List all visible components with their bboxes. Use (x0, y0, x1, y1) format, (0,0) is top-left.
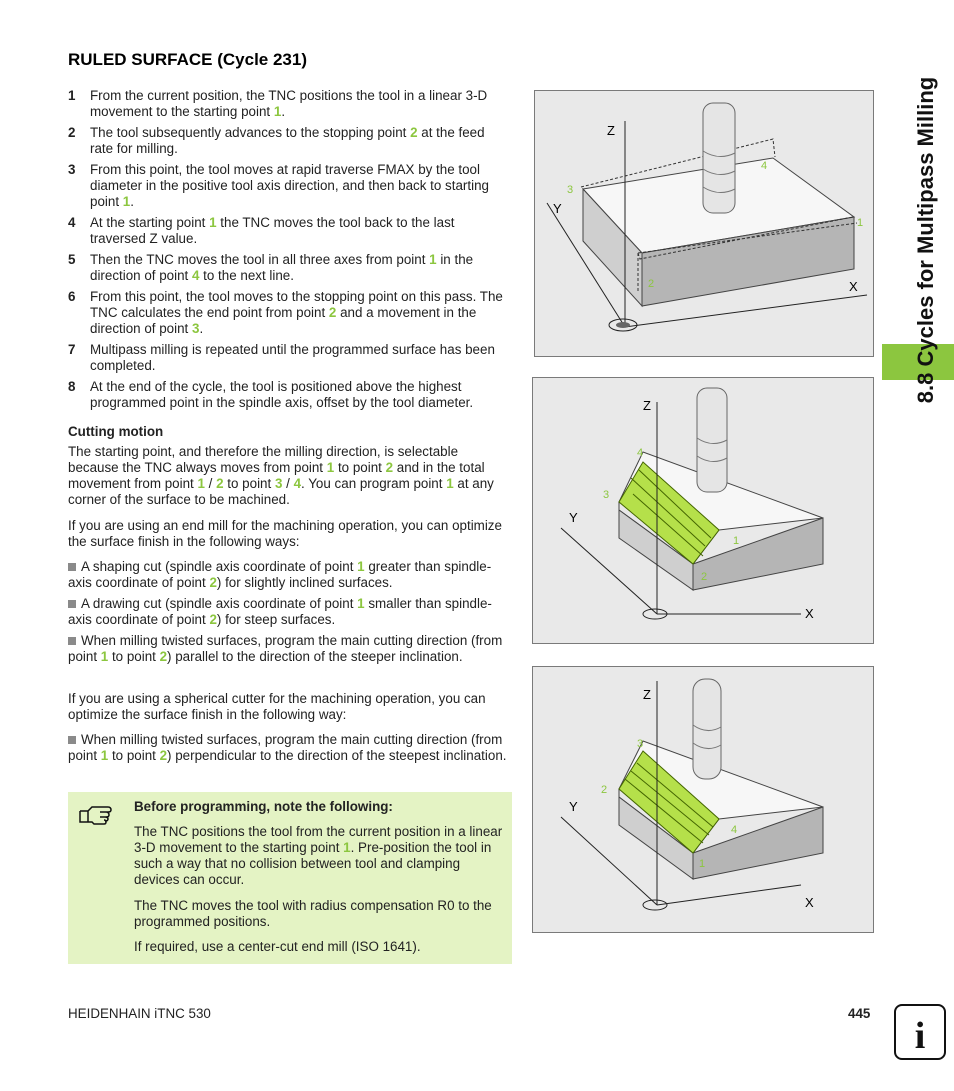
info-letter: i (914, 1015, 926, 1057)
step-number: 1 (68, 88, 76, 103)
axis-label-z: Z (643, 687, 651, 702)
note-para-2: The TNC moves the tool with radius compensation R0 to the programmed positions. (134, 898, 492, 929)
step-number: 5 (68, 252, 76, 267)
list-item (68, 125, 511, 157)
step-text: From this point, the tool moves at rapid traverse FMAX by the tool diameter in the positive tool axis direction, and then back to starting point 1. (90, 162, 489, 209)
list-item: When milling twisted surfaces, program the main cutting direction (from point 1 to point 2) parallel to the direction of the steeper inclination. (68, 633, 503, 664)
list-item (68, 88, 511, 120)
step-text: Then the TNC moves the tool in all three axes from point 1 in the direction of point 4 to the next line. (90, 252, 474, 283)
axis-label-y: Y (569, 799, 578, 814)
point-label-2: 2 (648, 278, 655, 290)
figure-ruled-surface-path (534, 90, 874, 357)
step-number: 3 (68, 162, 76, 177)
list-item: When milling twisted surfaces, program the main cutting direction (from point 1 to point 2) perpendicular to the direction of the steepest inclination. (68, 732, 507, 763)
list-item (68, 379, 511, 411)
pointing-hand-icon (78, 802, 114, 830)
axis-label-x: X (805, 895, 814, 910)
axis-label-z: Z (643, 398, 651, 413)
step-text: At the end of the cycle, the tool is positioned above the highest programmed point in the spindle axis, offset by the tool diameter. (90, 379, 474, 410)
list-item (68, 342, 511, 374)
point-label-1: 1 (699, 858, 706, 870)
step-number: 8 (68, 379, 76, 394)
cutting-para-1: The starting point, and therefore the milling direction, is selectable because the TNC always moves from point 1 to point 2 and in the total movement from point 1 / 2 to point 3 / 4. You can program point 1 at any corner of the surface to be machined. (68, 444, 494, 507)
bullet-icon (68, 563, 76, 571)
page-title: RULED SURFACE (Cycle 231) (68, 50, 308, 69)
point-label-2: 2 (601, 784, 608, 796)
axis-label-y: Y (553, 201, 562, 216)
figure-end-mill-cut (532, 377, 874, 644)
bullet-icon (68, 600, 76, 608)
figure-spherical-cutter (532, 666, 874, 933)
step-number: 4 (68, 215, 76, 230)
step-text: At the starting point 1 the TNC moves the tool back to the last traversed Z value. (90, 215, 455, 246)
list-item: A drawing cut (spindle axis coordinate of point 1 smaller than spindle-axis coordinate of point 2) for steep surfaces. (68, 596, 492, 627)
list-item (68, 215, 511, 247)
list-item: A shaping cut (spindle axis coordinate of point 1 greater than spindle-axis coordinate of point 2) for slightly inclined surfaces. (68, 559, 492, 590)
list-item (68, 289, 511, 337)
bullet-icon (68, 637, 76, 645)
bullet-icon (68, 736, 76, 744)
footer-product: HEIDENHAIN iTNC 530 (68, 1006, 211, 1021)
step-text: The tool subsequently advances to the stopping point 2 at the feed rate for milling. (90, 125, 485, 156)
point-label-3: 3 (567, 184, 574, 196)
cutting-para-3: If you are using a spherical cutter for the machining operation, you can optimize the surface finish in the following way: (68, 691, 486, 722)
axis-label-x: X (805, 606, 814, 621)
page-number: 445 (848, 1006, 871, 1021)
point-label-2: 2 (701, 571, 708, 583)
info-icon (894, 1004, 946, 1060)
cutting-para-2: If you are using an end mill for the machining operation, you can optimize the surface finish in the following ways: (68, 518, 502, 549)
cutting-motion-heading: Cutting motion (68, 424, 164, 439)
step-list (68, 88, 511, 416)
point-label-1: 1 (733, 535, 740, 547)
point-label-3: 3 (637, 738, 644, 750)
step-text: From the current position, the TNC positions the tool in a linear 3-D movement to the starting point 1. (90, 88, 488, 119)
point-label-4: 4 (761, 160, 768, 172)
step-text: From this point, the tool moves to the stopping point on this pass. The TNC calculates the end point from point 2 and a movement in the direction of point 3. (90, 289, 503, 336)
step-text: Multipass milling is repeated until the programmed surface has been completed. (90, 342, 495, 373)
list-item (68, 162, 511, 210)
list-item (68, 252, 511, 284)
step-number: 2 (68, 125, 76, 140)
note-heading: Before programming, note the following: (134, 799, 393, 814)
point-label-4: 4 (731, 824, 738, 836)
note-para-1: The TNC positions the tool from the current position in a linear 3-D movement to the starting point 1. Pre-position the tool in such a way that no collision between tool and clamping devices can occur. (134, 824, 503, 887)
point-label-1: 1 (857, 217, 864, 229)
point-label-3: 3 (603, 489, 610, 501)
axis-label-z: Z (607, 123, 615, 138)
side-chapter-title: 8.8 Cycles for Multipass Milling (913, 76, 938, 404)
axis-label-y: Y (569, 510, 578, 525)
axis-label-x: X (849, 279, 858, 294)
note-para-3: If required, use a center-cut end mill (ISO 1641). (134, 939, 421, 954)
step-number: 7 (68, 342, 76, 357)
point-label-4: 4 (637, 447, 644, 459)
note-box (68, 792, 512, 964)
step-number: 6 (68, 289, 76, 304)
